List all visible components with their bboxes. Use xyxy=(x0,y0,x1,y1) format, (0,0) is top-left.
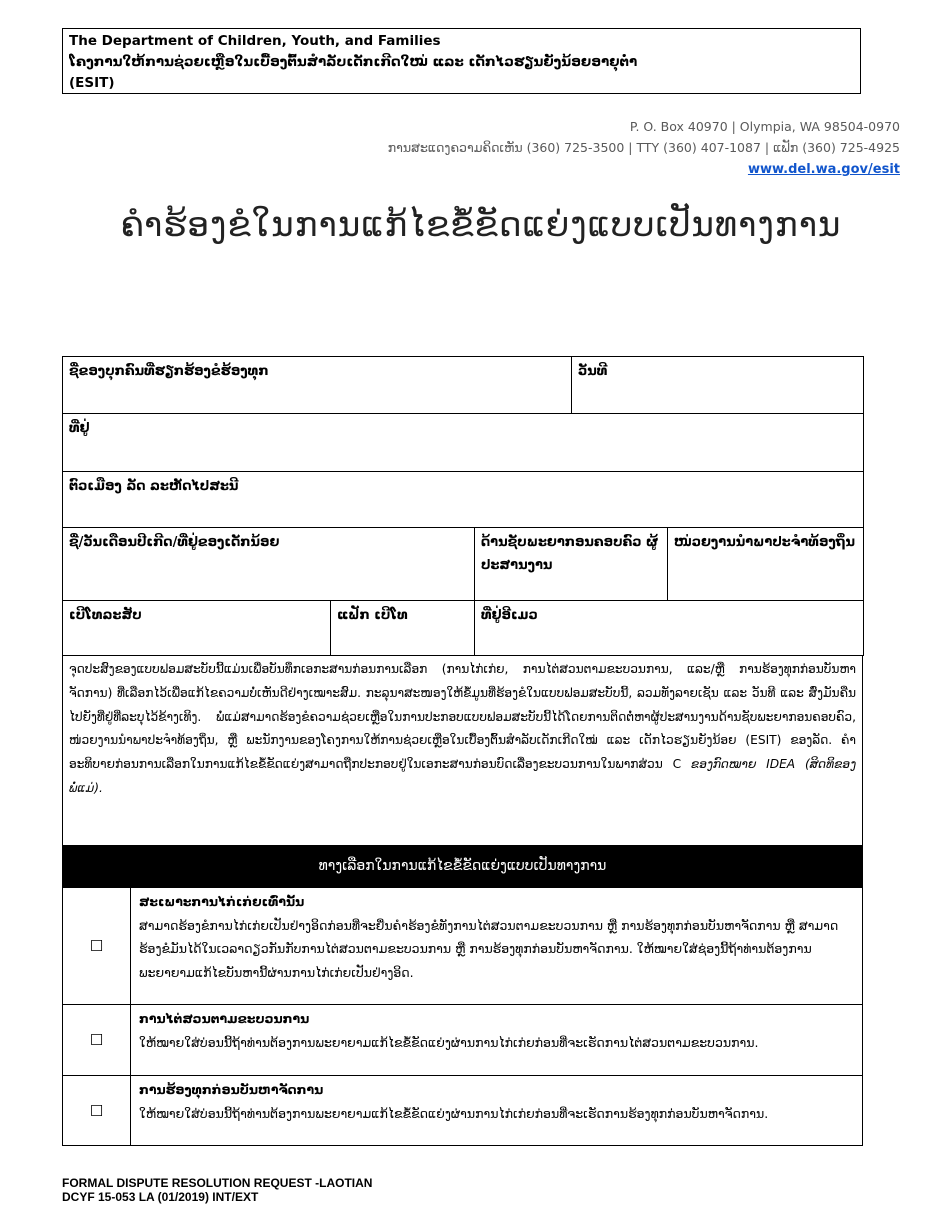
due-process-hearing-checkbox[interactable]: ☐ xyxy=(63,1005,131,1076)
department-name: The Department of Children, Youth, and Families xyxy=(69,33,441,49)
option-body: ສາມາດຮ້ອງຂໍການໄກ່ເກ່ຍເປັນຢ່າງອິດກ່ອນທີ່ຈະຍື່ນຄຳຮ້ອງຂໍທັງການໄຕ່ສວນຕາມຂະບວນການ ຫຼື ການຮ້ອງທຸກກ່ອນບັນຫາຈັດການ ຫຼື ສາມາດຮ້ອງຂໍມັນໄດ້ໃນເວລາດຽວກັນກັບການໄຕ່ສວນຕາມຂະບວນການ ຫຼື ການຮ້ອງທຸກກ່ອນບັນຫາຈັດການ. ໃຫ້ໝາຍໃສ່ຊ່ອງນີ້ຖ້າທ່ານຕ້ອງການພະຍາຍາມແກ້ໄຂບັນຫານີ້ຜ່ານການໄກ່ເກ່ຍເປັນຢ່າງອິດ. xyxy=(139,917,839,980)
local-lead-agency-field[interactable]: ໜ່ວຍງານນຳພາປະຈຳທ້ອງຖິ່ນ xyxy=(668,528,864,601)
form-footer xyxy=(62,1176,372,1204)
option-title: ສະເພາະການໄກ່ເກ່ຍເທົ່ານັ້ນ xyxy=(139,894,305,909)
option-row xyxy=(63,1005,863,1076)
instructions-tail: ຂອງກົດໝາຍ IDEA (ສິດທິຂອງພໍ່ແມ່). xyxy=(69,757,857,795)
requester-info-table xyxy=(62,356,864,656)
form-number: DCYF 15-053 LA (01/2019) INT/EXT xyxy=(62,1190,259,1204)
program-name: ໂຄງການໃຫ້ການຊ່ວຍເຫຼືອໃນເບື້ອງຕົ້ນສຳລັບເດັກເກີດໃໝ່ ແລະ ເດັກໄວຮຽນຍັງນ້ອຍອາຍຸຕໍ່າ xyxy=(69,54,638,70)
option-mediation-only xyxy=(131,888,863,1005)
city-state-zip-field[interactable]: ຕົວເມືອງ ລັດ ລະຫັດໄປສະນີ xyxy=(63,472,864,528)
program-acronym: (ESIT) xyxy=(69,75,115,91)
requester-name-field[interactable]: ຊື່ຂອງບຸກຄົນທີ່ຮຽກຮ້ອງຂໍຮ້ອງທຸກ xyxy=(63,357,572,414)
option-body: ໃຫ້ໝາຍໃສ່ບ່ອນນີ້ຖ້າທ່ານຕ້ອງການພະຍາຍາມແກ້ໄຂຂໍ້ຂັດແຍ່ງຜ່ານການໄກ່ເກ່ຍກ່ອນທີ່ຈະເຮັດການໄຕ່ສວນຕາມຂະບວນການ. xyxy=(139,1034,759,1050)
phone-field[interactable]: ເບີໂທລະສັບ xyxy=(63,601,331,656)
page-title: ຄຳຮ້ອງຂໍໃນການແກ້ໄຂຂໍ້ຂັດແຍ່ງແບບເປັນທາງການ xyxy=(120,205,842,245)
contact-block xyxy=(388,116,900,180)
option-row xyxy=(63,888,863,1005)
instructions-body: ຈຸດປະສົງຂອງແບບຟອມສະບັບນີ້ແມ່ນເພື່ອບັນທຶກເອກະສານກ່ອນການເລືອກ (ການໄກ່ເກ່ຍ, ການໄຕ່ສວນຕາມຂະບວນການ, ແລະ/ຫຼື ການຮ້ອງທຸກກ່ອນບັນຫາຈັດການ) ທີ່ເລືອກໄວ້ເພື່ອແກ້ໄຂຄວາມບໍ່ເຫັນດີຢ່າງເໝາະສົມ. ກະລຸນາສະໜອງໃຫ້ຂໍ້ມູນທີ່ຮ້ອງຂໍໃນແບບຟອມສະບັບນີ້, ລວມທັງລາຍເຊັນ ແລະ ວັນທີ ແລະ ສົ່ງມັນຄືນໄປຍັງທີ່ຢູ່ທີ່ລະບຸໄວ້ຂ້າງເທິງ. ພໍ່ແມ່ສາມາດຮ້ອງຂໍຄວາມຊ່ວຍເຫຼືອໃນການປະກອບແບບຟອມສະບັບນີ້ໄດ້ໂດຍການຕິດຕໍ່ຫາຜູ້ປະສານງານດ້ານຊັບພະຍາກອນຄອບຄົວ, ໜ່ວຍງານນຳພາປະຈຳທ້ອງຖິ່ນ, ຫຼື ພະນັກງານຂອງໂຄງການໃຫ້ການຊ່ວຍເຫຼືອໃນເບື້ອງຕົ້ນສຳລັບເດັກເກີດໃໝ່ ແລະ ເດັກໄວຮຽນຍັງນ້ອຍ (ESIT) ຂອງລັດ. ຄຳອະທິບາຍກ່ອນການເລືອກໃນການແກ້ໄຂຂໍ້ຂັດແຍ່ງສາມາດຖືກປະກອບຢູ່ໃນເອກະສານກ່ອນບົດເລື່ອງຂະບວນການໃນພາກສ່ວນ C xyxy=(69,662,856,772)
phone-numbers: ການສະແດງຄວາມຄິດເຫັນ (360) 725-3500 | TTY (360) 407-1087 | ແຟັກ (360) 725-4925 xyxy=(387,140,900,155)
option-row xyxy=(63,1076,863,1146)
website-link[interactable]: www.del.wa.gov/esit xyxy=(747,162,900,177)
address-field[interactable]: ທີ່ຢູ່ xyxy=(63,414,864,472)
fax-field[interactable]: ແຟັກ ເບີໂທ xyxy=(331,601,475,656)
email-field[interactable]: ທີ່ຢູ່ອີເມວ xyxy=(475,601,864,656)
form-title-english: FORMAL DISPUTE RESOLUTION REQUEST -LAOTIAN xyxy=(62,1176,373,1190)
child-name-dob-address-field[interactable]: ຊື່/ວັນເດືອນປີເກີດ/ທີ່ຢູ່ຂອງເດັກນ້ອຍ xyxy=(63,528,475,601)
option-due-process-hearing xyxy=(131,1005,863,1076)
options-table xyxy=(62,887,863,1146)
department-header xyxy=(62,28,861,94)
administrative-complaint-checkbox[interactable]: ☐ xyxy=(63,1076,131,1146)
option-administrative-complaint xyxy=(131,1076,863,1146)
mediation-only-checkbox[interactable]: ☐ xyxy=(63,888,131,1005)
option-title: ການໄຕ່ສວນຕາມຂະບວນການ xyxy=(139,1011,310,1026)
option-title: ການຮ້ອງທຸກກ່ອນບັນຫາຈັດການ xyxy=(139,1082,324,1097)
date-field[interactable]: ວັນທີ xyxy=(572,357,864,414)
options-header: ທາງເລືອກໃນການແກ້ໄຂຂໍ້ຂັດແຍ່ງແບບເປັນທາງການ xyxy=(62,845,863,888)
mailing-address: P. O. Box 40970 | Olympia, WA 98504-0970 xyxy=(629,119,900,134)
family-resources-coordinator-field[interactable]: ດ້ານຊັບພະຍາກອນຄອບຄົວ ຜູ້ປະສານງານ xyxy=(475,528,668,601)
option-body: ໃຫ້ໝາຍໃສ່ບ່ອນນີ້ຖ້າທ່ານຕ້ອງການພະຍາຍາມແກ້ໄຂຂໍ້ຂັດແຍ່ງຜ່ານການໄກ່ເກ່ຍກ່ອນທີ່ຈະເຮັດການຮ້ອງທຸກກ່ອນບັນຫາຈັດການ. xyxy=(139,1105,769,1121)
instructions-paragraph xyxy=(62,655,863,845)
